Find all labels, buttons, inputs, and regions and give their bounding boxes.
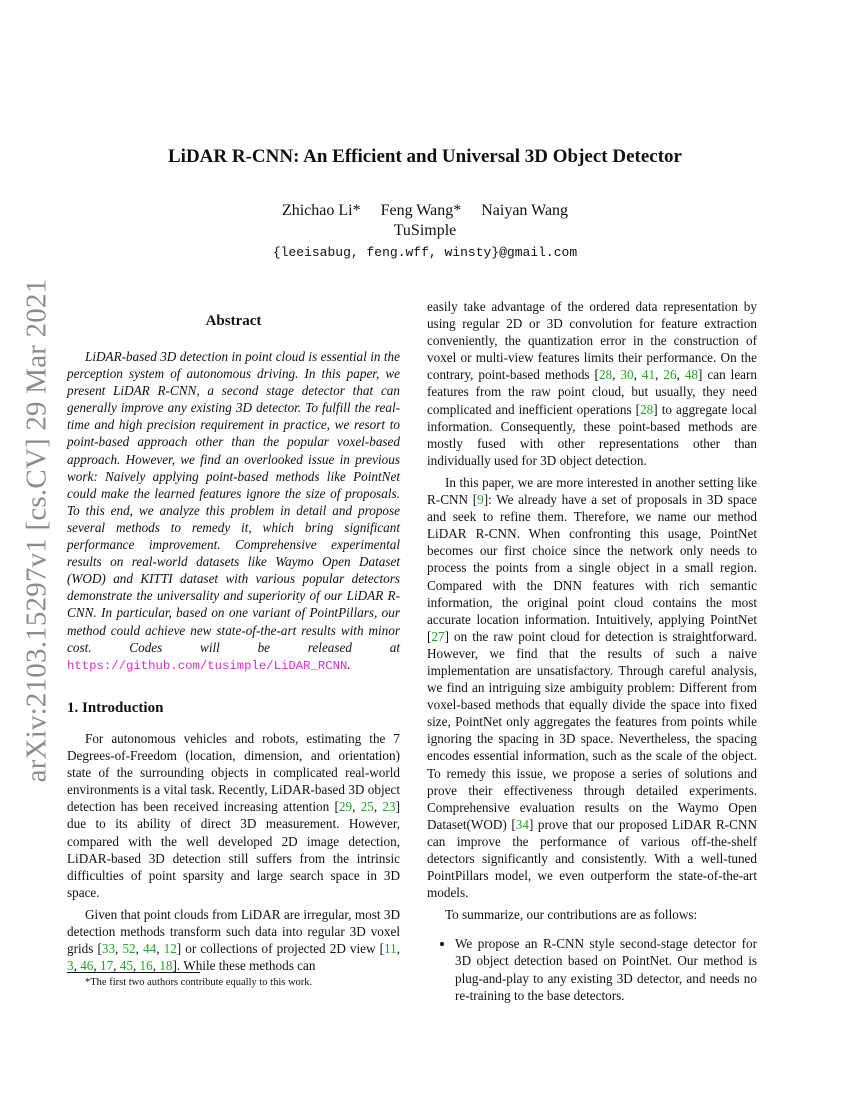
- right-paragraph-1: easily take advantage of the ordered data representation by using regular 2D or 3D convolution for feature extraction conveniently, the quantization error in the construction of voxel or multi-view features limits their performance. On the contrary, point-based methods [28, 30, 41, 26, 48] can learn features from the raw point cloud, but usually, they need complicated and inefficient operations [28] to aggregate local information. Consequently, these point-based methods are mostly fused with other representations other than individually used for 3D object detection.: [427, 299, 758, 468]
- author-block: [100, 201, 750, 263]
- citation-link[interactable]: 17: [99, 958, 114, 974]
- text-run: ] on the raw point cloud for detection is straightforward. However, we find that the results of such a naive implementation are unsatisfactory. Through careful analysis, we find an intriguing size ambiguity problem: Different from voxel-based methods that equally divide the space into fixed size, PointNet only aggregates the features from points while ignoring the spacing in 3D space. Nevertheless, the spacing encodes essential information, such as the scale of the object. To remedy this issue, we propose a series of solutions and prove their effectiveness through detailed experiments. Comprehensive evaluation results on the Waymo Open Dataset(WOD) [: [427, 628, 757, 832]
- abstract-text: LiDAR-based 3D detection in point cloud is essential in the perception system of autonomous driving. In this paper, we present LiDAR R-CNN, a second stage detector that can generally improve any existing 3D detector. To fulfill the real-time and high precision requirement in practice, we resort to point-based approach other than the popular voxel-based approach. However, we find an overlooked issue in previous work: Naively applying point-based methods like PointNet could make the learned features ignore the size of proposals. To this end, we analyze this problem in detail and propose several methods to remedy it, which bring significant performance improvement. Comprehensive experimental results on real-world datasets like Waymo Open Dataset (WOD) and KITTI dataset with various popular detectors demonstrate the universality and superiority of our LiDAR R-CNN. In particular, based on one variant of PointPillars, our method could achieve new state-of-the-art results with minor cost. Codes will be released at: [67, 349, 400, 655]
- text-run: ] or collections of projected 2D view [: [176, 941, 385, 957]
- text-run: For autonomous vehicles and robots, estimating the 7 Degrees-of-Freedom (location, dimension, and orientation) state of the surrounding objects in complicated real-world environments is a vital task. Recently, LiDAR-based 3D object detection has been received increasing attention [: [67, 731, 400, 815]
- text-run: In this paper, we are more interested in another setting like R-CNN [: [427, 474, 757, 508]
- footnote-divider: [67, 972, 200, 973]
- citation-link[interactable]: 26: [663, 367, 677, 383]
- citation-link[interactable]: 29: [338, 799, 353, 815]
- text-run: ]: We already have a set of proposals in 3D space and seek to refine them. Therefore, we name our method LiDAR R-CNN. When confronting this usage, PointNet becomes our first choice since the network only needs to process the points from a single object in a small region. Compared with the DNN features with rich semantic information, the original point cloud contains the most accurate location information. Intuitively, applying PointNet [: [427, 492, 757, 644]
- text-run: ] can learn features from the raw point cloud, but usually, they need complicated and inefficient operations [: [427, 367, 758, 417]
- text-run: easily take advantage of the ordered data representation by using regular 2D or 3D convolution for feature extraction conveniently, the quantization error in the construction of voxel or multi-view features limits their performance. On the contrary, point-based methods [: [427, 299, 757, 383]
- intro-paragraph-2: Given that point clouds from LiDAR are irregular, most 3D detection methods transform such data into regular 3D voxel grids [33, 52, 44, 12] or collections of projected 2D view [11, 3, 46, 17, 45, 16, 18]. While these methods can: [67, 906, 401, 974]
- text-run: ] to aggregate local information. Consequently, these point-based methods are mostly fused with other representations other than individually used for 3D object detection.: [427, 401, 757, 468]
- citation-link[interactable]: 34: [515, 816, 529, 832]
- citation-link[interactable]: 28: [598, 367, 613, 383]
- author-name: Feng Wang*: [380, 202, 462, 219]
- text-run: ]. While these methods can: [172, 958, 316, 974]
- author-names: [100, 201, 750, 221]
- citation-link[interactable]: 46: [80, 958, 94, 974]
- text-run: ] prove that our proposed LiDAR R-CNN can improve the performance of various off-the-shelf detectors significantly and consistently. With a well-tuned PointPillars model, we even outperform the state-of-the-art models.: [427, 816, 757, 901]
- contribution-list: [427, 935, 757, 1003]
- introduction-body: [67, 730, 400, 979]
- text-run: ] due to its ability of direct 3D measurement. However, compared with the well developed 2D image detection, LiDAR-based 3D detection still suffers from the intrinsic difficulties of point sparsity and large search space in 3D space.: [67, 799, 400, 900]
- citation-link[interactable]: 45: [119, 958, 133, 974]
- abstract-heading: Abstract: [205, 313, 262, 329]
- author-name: Zhichao Li*: [281, 202, 361, 219]
- intro-paragraph-1: For autonomous vehicles and robots, estimating the 7 Degrees-of-Freedom (location, dimension, and orientation) state of the surrounding objects in complicated real-world environments is a vital task. Recently, LiDAR-based 3D object detection has been received increasing attention [29, 25, 23] due to its ability of direct 3D measurement. However, compared with the well developed 2D image detection, LiDAR-based 3D detection still suffers from the intrinsic difficulties of point sparsity and large search space in 3D space.: [67, 731, 400, 900]
- citation-link[interactable]: 18: [159, 958, 173, 974]
- arxiv-identifier-sidebar: [17, 278, 57, 782]
- right-column: [427, 298, 757, 1004]
- citation-link[interactable]: 12: [163, 941, 177, 957]
- citation-link[interactable]: 52: [122, 941, 136, 957]
- citation-link[interactable]: 27: [431, 628, 445, 644]
- affiliation: TuSimple: [393, 222, 457, 239]
- citation-link[interactable]: 3: [67, 958, 74, 974]
- contribution-item: • We propose an R-CNN style second-stage detector for 3D object detection based on PointNet. Our method is plug-and-play to any existing 3D detector, and needs no re-training to the base detectors.: [455, 935, 757, 1003]
- citation-link[interactable]: 41: [641, 367, 656, 383]
- citation-link[interactable]: 23: [382, 799, 396, 815]
- citation-link[interactable]: 11: [384, 941, 397, 957]
- citation-link[interactable]: 25: [360, 799, 374, 815]
- arxiv-identifier: arXiv:2103.15297v1 [cs.CV] 29 Mar 2021: [20, 278, 53, 782]
- author-name: Naiyan Wang: [481, 202, 569, 219]
- introduction-heading: 1. Introduction: [67, 700, 164, 716]
- citation-link[interactable]: 44: [143, 941, 157, 957]
- text-run: Given that point clouds from LiDAR are irregular, most 3D detection methods transform such data into regular 3D voxel grids [: [67, 906, 400, 957]
- abstract-end: .: [347, 656, 351, 672]
- right-paragraph-2: [427, 474, 757, 901]
- citation-link[interactable]: 16: [139, 958, 153, 974]
- citation-link[interactable]: 30: [620, 367, 634, 383]
- paper-title: LiDAR R-CNN: An Efficient and Universal 3D Object Detector: [168, 146, 682, 167]
- code-repository-link[interactable]: https://github.com/tusimple/LiDAR_RCNN: [67, 658, 348, 673]
- footnote: *The first two authors contribute equally to this work.: [85, 977, 313, 988]
- citation-link[interactable]: 28: [640, 401, 654, 417]
- citation-link[interactable]: 9: [477, 492, 484, 508]
- right-paragraph-3: To summarize, our contributions are as follows:: [445, 907, 698, 923]
- abstract-body: [67, 348, 400, 675]
- author-emails: {leeisabug, feng.wff, winsty}@gmail.com: [272, 245, 578, 260]
- citation-link[interactable]: 48: [684, 367, 698, 383]
- citation-link[interactable]: 33: [101, 941, 116, 957]
